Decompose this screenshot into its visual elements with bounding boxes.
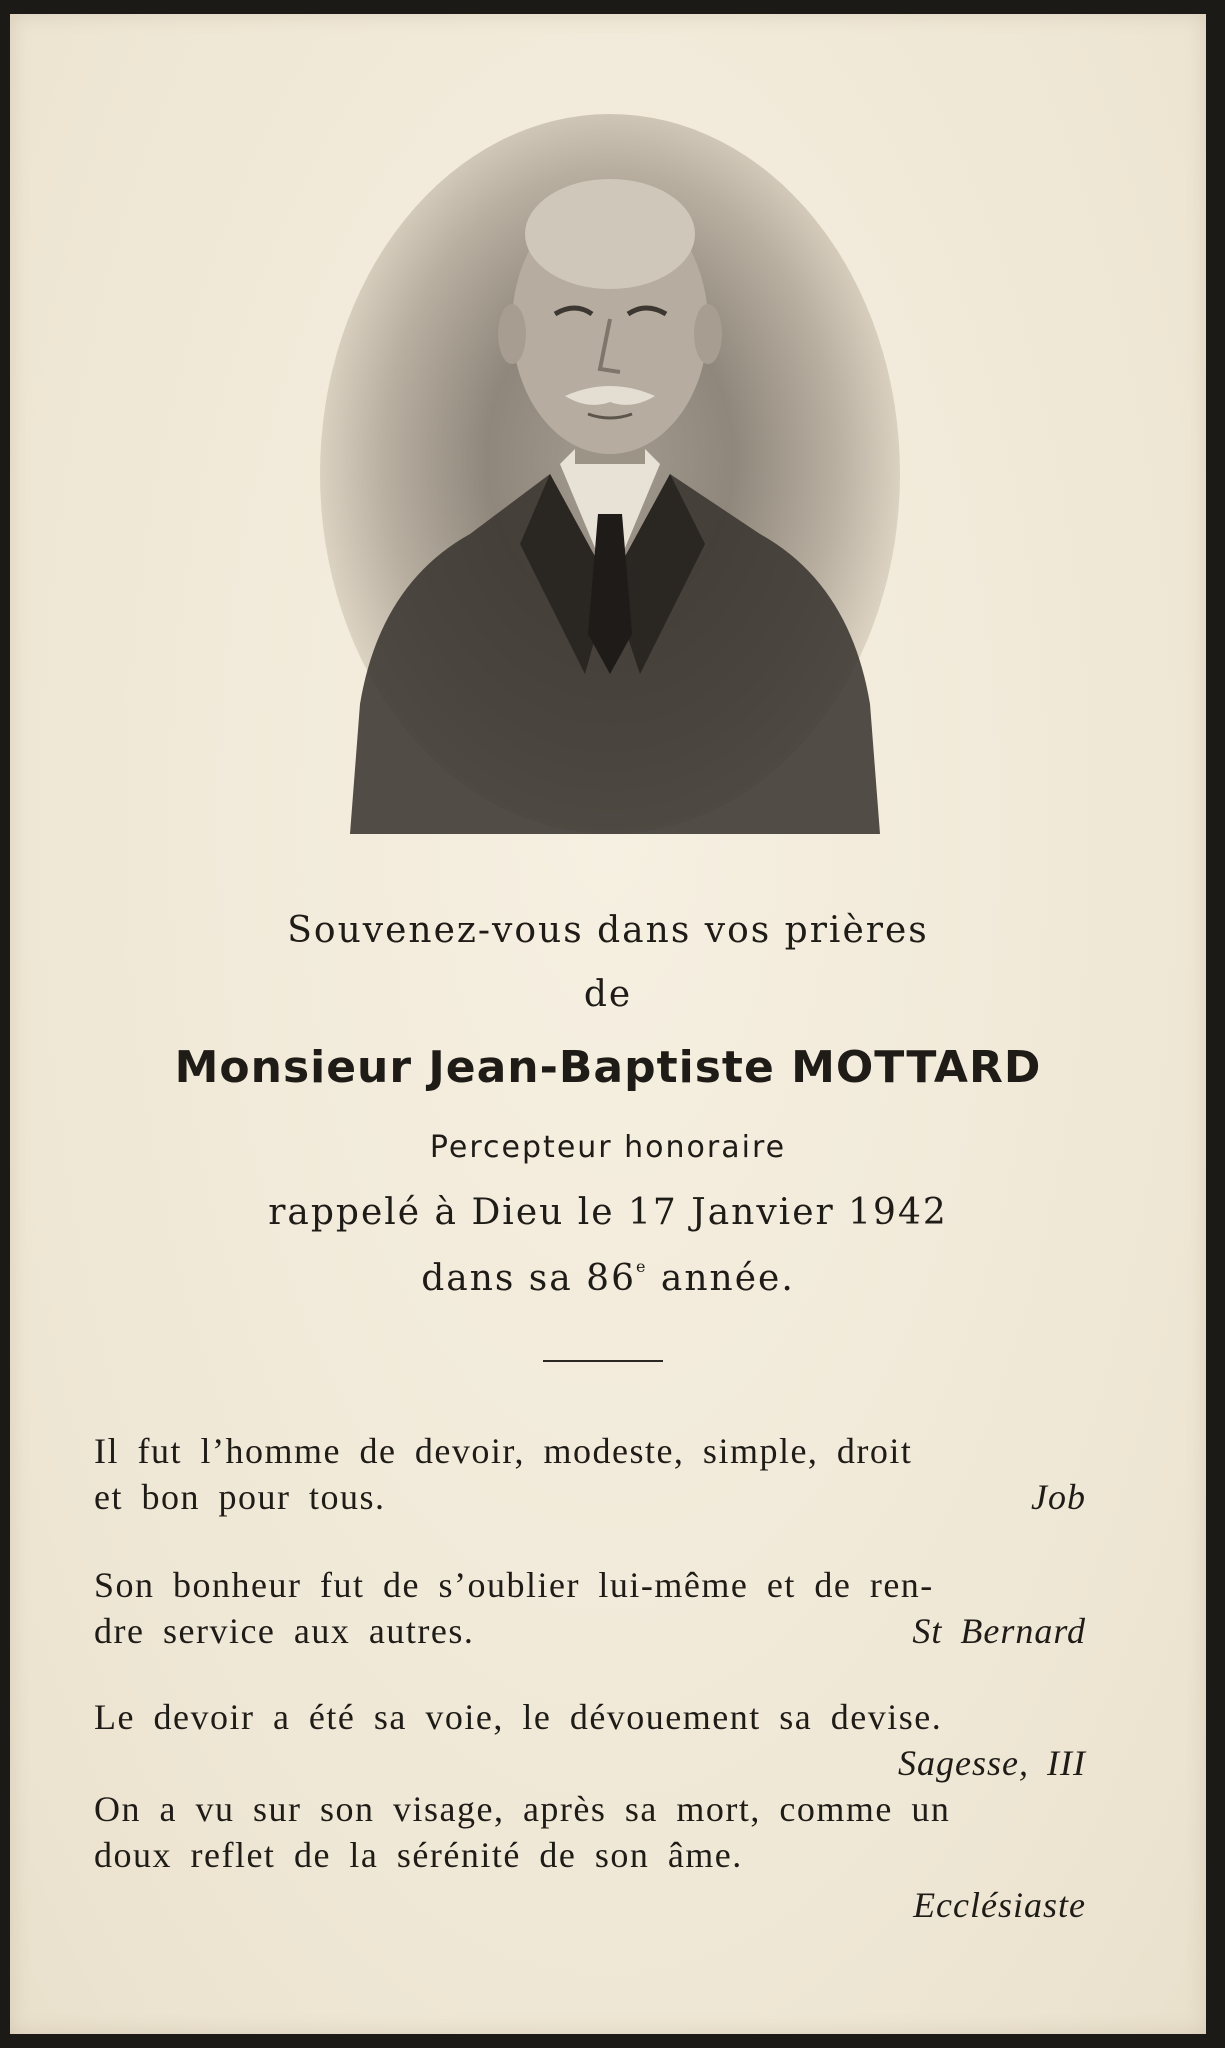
quote-source: Job bbox=[1031, 1477, 1086, 1517]
deceased-title: Percepteur honoraire bbox=[429, 1130, 787, 1165]
age-line bbox=[10, 1258, 1206, 1299]
de-line: de bbox=[583, 974, 633, 1015]
quote-line: dre service aux autres. bbox=[94, 1611, 475, 1651]
quote-line: On a vu sur son visage, après sa mort, comme un bbox=[94, 1789, 951, 1829]
quote-source: Ecclésiaste bbox=[913, 1885, 1086, 1925]
quote-line: Il fut l’homme de devoir, modeste, simple, droit bbox=[94, 1431, 913, 1471]
deceased-name: Monsieur Jean-Baptiste MOTTARD bbox=[174, 1042, 1042, 1093]
quote-job bbox=[94, 1428, 1122, 1520]
quote-line: et bon pour tous. bbox=[94, 1477, 386, 1517]
portrait-illustration bbox=[320, 114, 900, 834]
quote-source: St Bernard bbox=[912, 1611, 1086, 1651]
quote-st-bernard bbox=[94, 1562, 1122, 1654]
quote-line: doux reflet de la sérénité de son âme. bbox=[94, 1835, 743, 1875]
portrait-photo bbox=[320, 114, 900, 834]
intro-line: Souvenez-vous dans vos prières bbox=[287, 910, 929, 951]
memorial-card bbox=[10, 14, 1206, 2034]
death-date-line: rappelé à Dieu le 17 Janvier 1942 bbox=[268, 1192, 948, 1233]
quote-line: Son bonheur fut de s’oublier lui-même et de ren- bbox=[94, 1565, 934, 1605]
age-text-end: année. bbox=[647, 1258, 795, 1299]
quote-ecclesiaste bbox=[94, 1786, 1122, 1928]
quote-source: Sagesse, III bbox=[898, 1743, 1086, 1783]
age-text: dans sa 86 bbox=[421, 1258, 636, 1299]
quote-sagesse bbox=[94, 1694, 1122, 1786]
divider bbox=[543, 1360, 663, 1362]
quote-line: Le devoir a été sa voie, le dévouement sa devise. bbox=[94, 1697, 943, 1737]
age-superscript: e bbox=[636, 1257, 648, 1276]
